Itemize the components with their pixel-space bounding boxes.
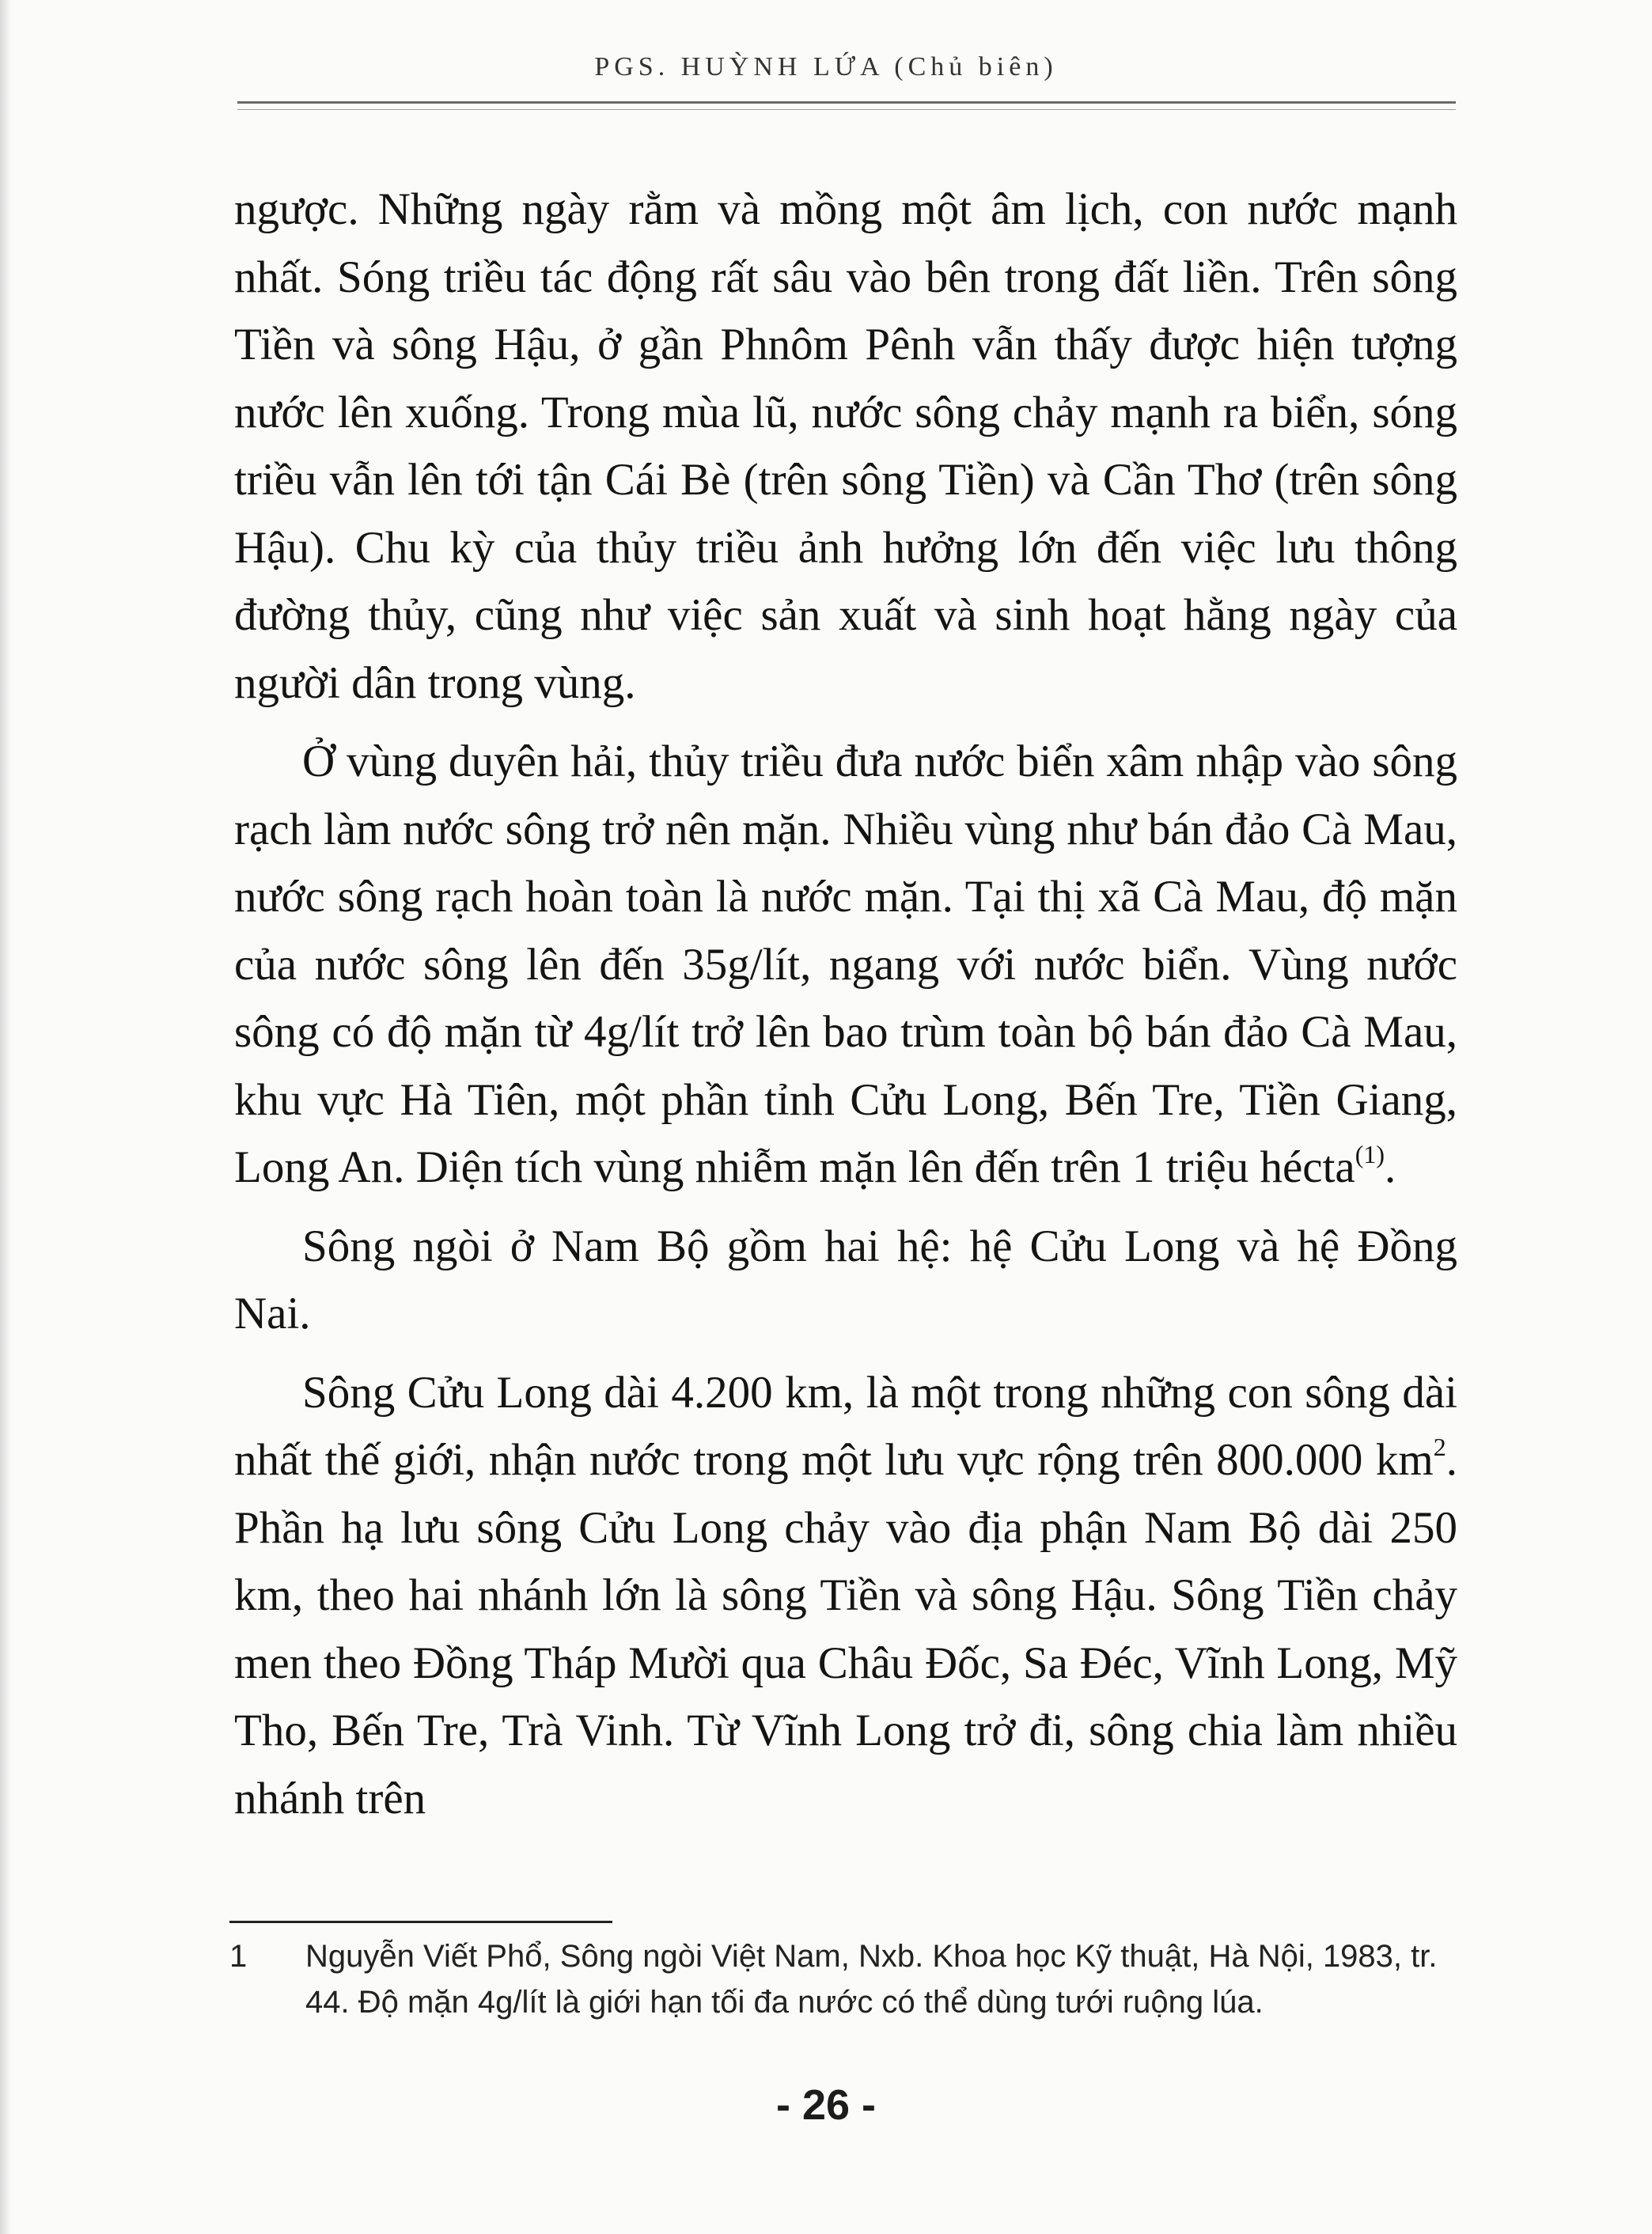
superscript-squared: 2: [1433, 1433, 1446, 1461]
paragraph-1: [234, 176, 1457, 717]
paragraph-3-text: Sông ngòi ở Nam Bộ gồm hai hệ: hệ Cửu Long và hệ Đồng Nai.: [234, 1221, 1457, 1339]
scan-edge-shadow: [0, 0, 11, 2234]
running-head: PGS. HUỲNH LỨA (Chủ biên): [594, 52, 1058, 81]
footnote: [229, 1933, 1464, 2025]
footnote-text: Nguyễn Viết Phổ, Sông ngòi Việt Nam, Nxb. Khoa học Kỹ thuật, Hà Nội, 1983, tr. 44. Độ mặn 4g/lít là giới hạn tối đa nước có thể dùng tưới ruộng lúa.: [305, 1939, 1438, 2020]
paragraph-2-text: Ở vùng duyên hải, thủy triều đưa nước biển xâm nhập vào sông rạch làm nước sông trở nên mặn. Nhiều vùng như bán đảo Cà Mau, nước sông rạch hoàn toàn là nước mặn. Tại thị xã Cà Mau, độ mặn của nước sông lên đến 35g/lít, ngang với nước biển. Vùng nước sông có độ mặn từ 4g/lít trở lên bao trùm toàn bộ bán đảo Cà Mau, khu vực Hà Tiên, một phần tỉnh Cửu Long, Bến Tre, Tiền Giang, Long An. Diện tích vùng nhiễm mặn lên đến trên 1 triệu hécta: [234, 736, 1457, 1192]
header-rule-thin: [237, 109, 1456, 110]
header-rule: [237, 101, 1456, 104]
paragraph-4-text-b: . Phần hạ lưu sông Cửu Long chảy vào địa phận Nam Bộ dài 250 km, theo hai nhánh lớn là sông Tiền và sông Hậu. Sông Tiền chảy men theo Đồng Tháp Mười qua Châu Đốc, Sa Đéc, Vĩnh Long, Mỹ Tho, Bến Tre, Trà Vinh. Từ Vĩnh Long trở đi, sông chia làm nhiều nhánh trên: [234, 1435, 1457, 1823]
paragraph-2: [234, 728, 1457, 1202]
paragraph-4: [234, 1359, 1457, 1833]
paragraph-2-end: .: [1385, 1142, 1396, 1192]
page-number: - 26 -: [775, 2081, 877, 2129]
footnote-number: 1: [229, 1939, 248, 1974]
paragraph-3: [234, 1213, 1457, 1348]
paragraph-4-text-a: Sông Cửu Long dài 4.200 km, là một trong những con sông dài nhất thế giới, nhận nước trong một lưu vực rộng trên 800.000 km: [234, 1367, 1457, 1485]
body-text: [234, 176, 1457, 1843]
footnote-reference: (1): [1355, 1140, 1385, 1168]
footnote-separator: [229, 1921, 612, 1923]
paragraph-1-text: ngược. Những ngày rằm và mồng một âm lịch, con nước mạnh nhất. Sóng triều tác động rất sâu vào bên trong đất liền. Trên sông Tiền và sông Hậu, ở gần Phnôm Pênh vẫn thấy được hiện tượng nước lên xuống. Trong mùa lũ, nước sông chảy mạnh ra biển, sóng triều vẫn lên tới tận Cái Bè (trên sông Tiền) và Cần Thơ (trên sông Hậu). Chu kỳ của thủy triều ảnh hưởng lớn đến việc lưu thông đường thủy, cũng như việc sản xuất và sinh hoạt hằng ngày của người dân trong vùng.: [234, 184, 1457, 708]
